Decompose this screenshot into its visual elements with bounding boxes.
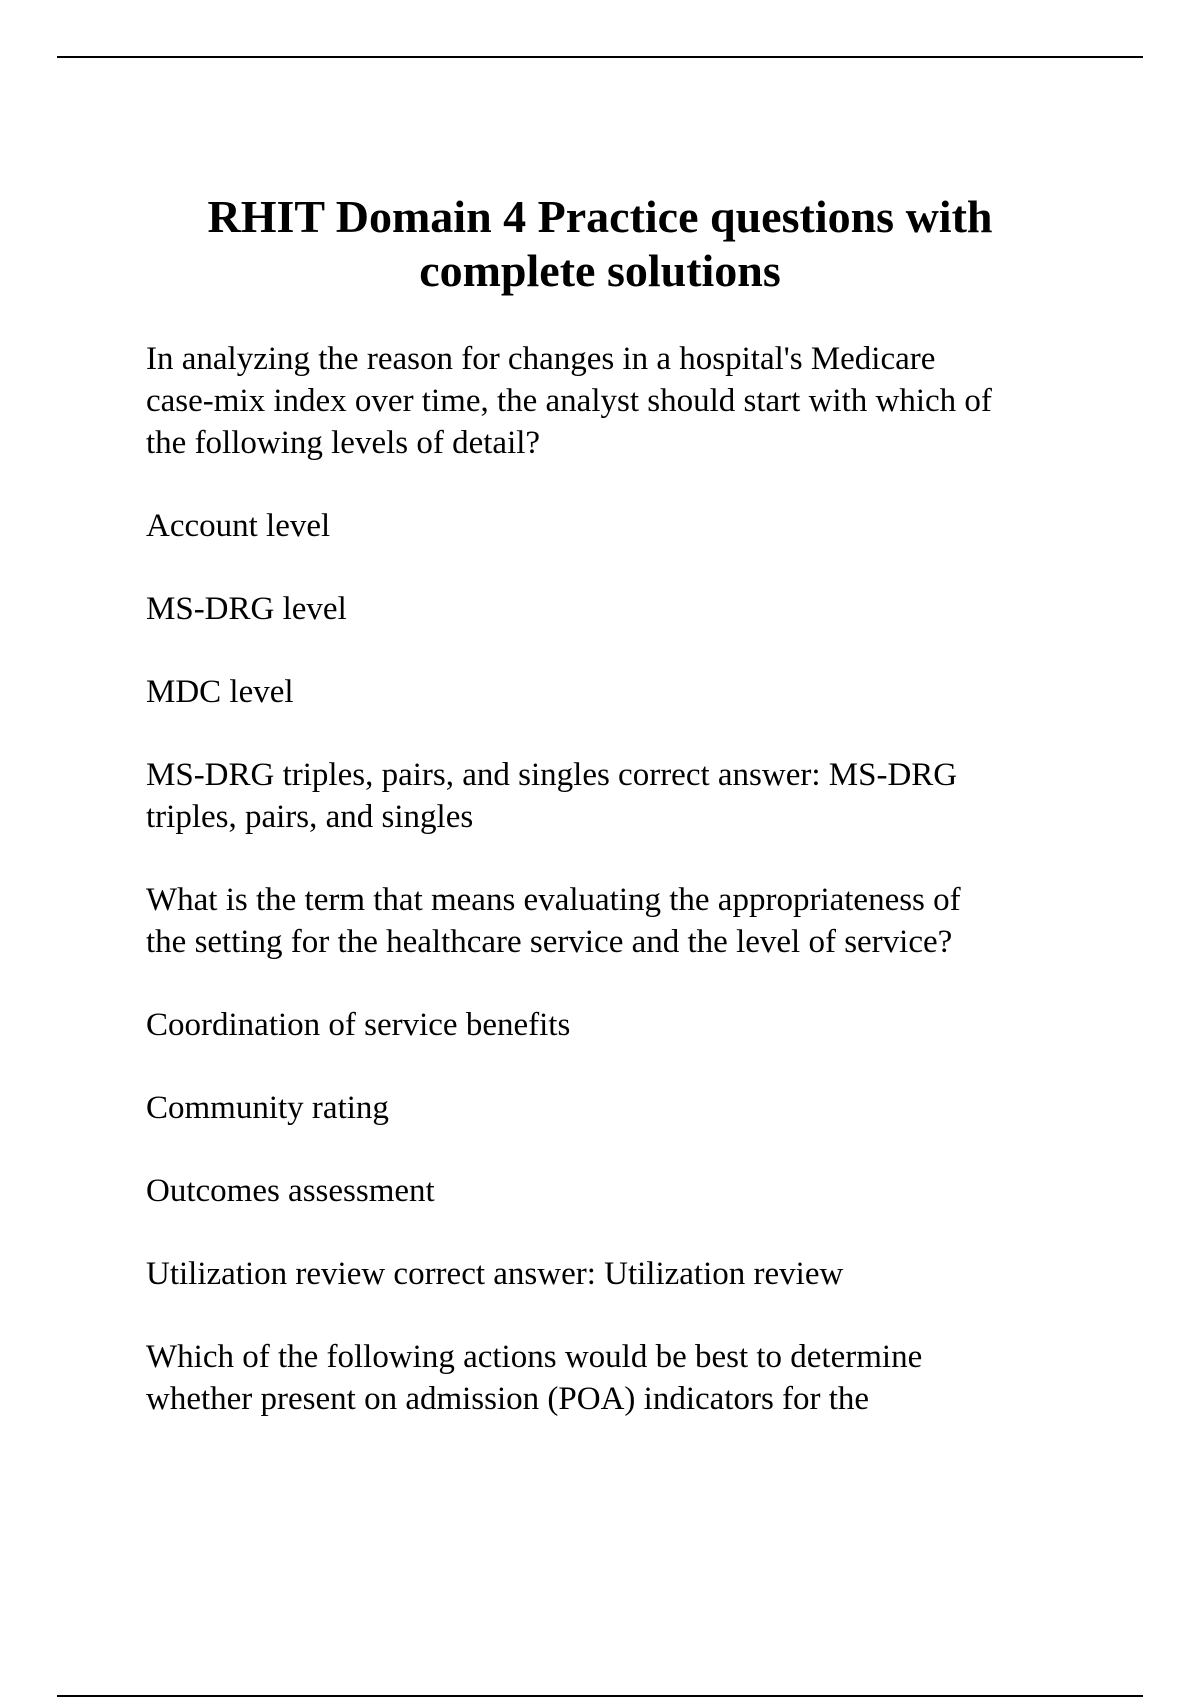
text-line: What is the term that means evaluating the appropriateness of [146,882,961,918]
answer-option [146,1004,1096,1046]
text-line: the setting for the healthcare service and the level of service? [146,924,953,960]
text-line: Which of the following actions would be best to determine [146,1339,923,1375]
bottom-rule [57,1695,1143,1697]
text-line: Outcomes assessment [146,1173,435,1209]
text-line: Community rating [146,1090,389,1126]
text-line: triples, pairs, and singles [146,799,474,835]
answer-option [146,505,1096,547]
page-title-line-2: complete solutions [419,245,781,296]
page-title [100,190,1100,298]
question-1-text [146,338,1096,464]
document-body [146,338,1096,1461]
text-line: MDC level [146,674,294,710]
text-line: In analyzing the reason for changes in a hospital's Medicare [146,341,936,377]
question-2-text [146,879,1096,963]
text-line: Account level [146,508,331,544]
text-line: MS-DRG level [146,591,347,627]
answer-option [146,588,1096,630]
answer-option-with-correct-answer [146,754,1096,838]
answer-option-with-correct-answer [146,1253,1096,1295]
text-line: the following levels of detail? [146,425,541,461]
page-title-line-1: RHIT Domain 4 Practice questions with [207,191,993,242]
text-line: Utilization review correct answer: Utilization review [146,1256,844,1292]
question-3-text [146,1336,1096,1420]
text-line: case-mix index over time, the analyst should start with which of [146,383,992,419]
top-rule [57,56,1143,58]
answer-option [146,671,1096,713]
text-line: whether present on admission (POA) indicators for the [146,1381,870,1417]
text-line: MS-DRG triples, pairs, and singles correct answer: MS-DRG [146,757,958,793]
answer-option [146,1170,1096,1212]
text-line: Coordination of service benefits [146,1007,571,1043]
answer-option [146,1087,1096,1129]
